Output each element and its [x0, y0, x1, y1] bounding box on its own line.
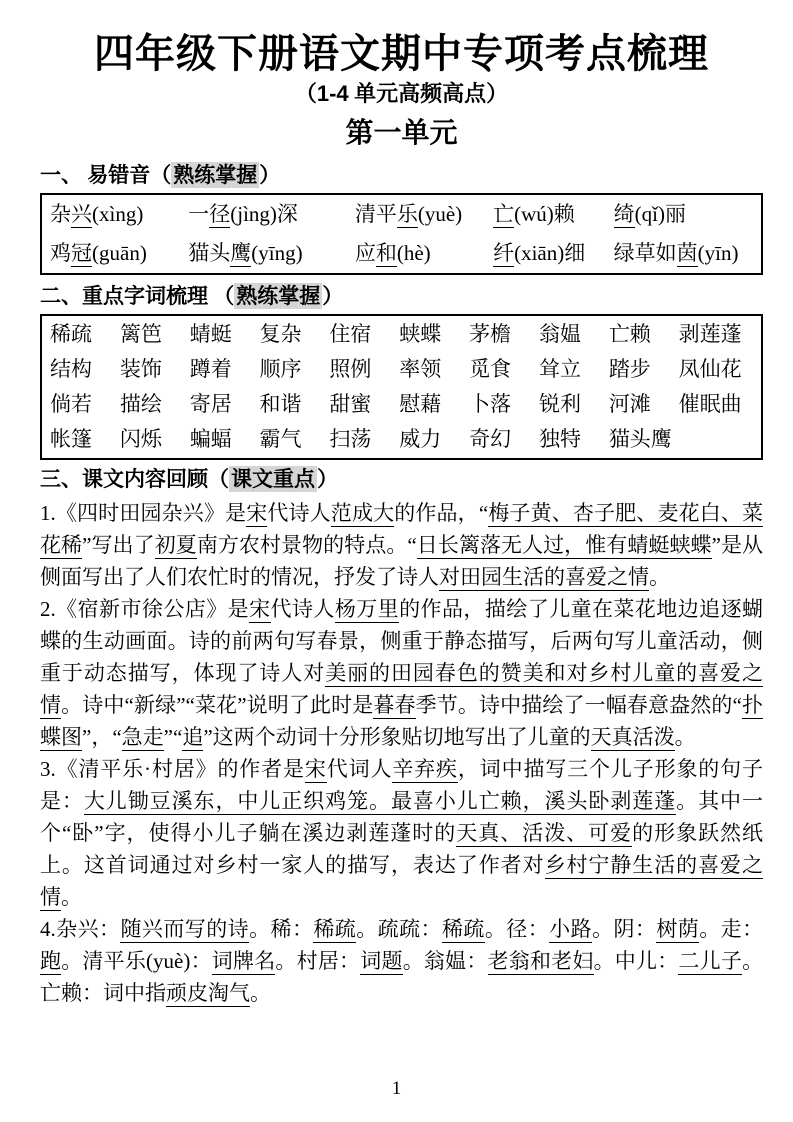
text-segment: 天真、活泼、可爱 [456, 821, 633, 846]
text-segment: 。走： [699, 917, 764, 942]
text-segment: (yīn) [697, 241, 739, 266]
text-segment: 代诗人 [270, 597, 335, 622]
word-cell: 翁媪 [538, 322, 581, 347]
text-segment: 。阴： [592, 917, 657, 942]
text-segment: 和 [375, 241, 397, 266]
text-segment: 单元高频高点） [348, 81, 509, 106]
text-segment: ） [322, 284, 344, 309]
text-segment: 宋 [246, 501, 268, 526]
text-segment: 4.杂兴： [40, 917, 121, 942]
text-segment: 。村居： [275, 949, 361, 974]
text-segment: ”写出了 [82, 533, 155, 558]
text-segment: 稀疏 [313, 917, 357, 942]
pinyin-word-cell [493, 234, 614, 273]
text-segment: 。稀： [249, 917, 314, 942]
text-segment: 。诗中“新绿”“菜花”说明了此时是 [61, 693, 374, 718]
word-cell: 蹲着 [189, 357, 232, 382]
word-cell: 率领 [399, 357, 442, 382]
text-segment: ”是从侧面写出了人们农忙时的情况，抒发了诗人 [40, 533, 764, 590]
text-segment: (qǐ)丽 [634, 202, 686, 227]
text-segment: 范成大 [330, 501, 395, 526]
text-segment: 对田园生活的喜爱之情 [439, 565, 649, 590]
review-paragraph-3 [40, 753, 763, 913]
word-cell: 独特 [538, 427, 581, 452]
text-segment: 。亡赖：词中指 [40, 949, 764, 1006]
text-segment: 跑 [40, 949, 62, 974]
word-cell: 稀疏 [50, 322, 92, 347]
text-segment: 清平 [354, 202, 397, 227]
text-segment: 。其中一个“卧”字，使得小儿子躺在溪边剥莲蓬时的 [40, 789, 763, 846]
text-segment: (hè) [396, 241, 431, 266]
text-segment: ） [317, 467, 338, 492]
text-segment: 宋 [304, 757, 327, 782]
text-segment: (xiān)细 [514, 241, 586, 266]
error-sounds-table [40, 193, 763, 275]
text-segment: 二、重点字词梳理 （ [40, 284, 235, 309]
word-cell: 扫荡 [329, 427, 372, 452]
text-segment: 的作品，描绘了儿童在菜花地边追逐蝴蝶的生动画面。诗的前两句写春景，侧重于静态描写，后两句写儿童活动，侧重于动态描写，体现了诗人对 [40, 597, 764, 686]
text-segment: 二儿子 [678, 949, 743, 974]
text-segment: 。 [61, 885, 82, 910]
pinyin-word-cell [614, 195, 759, 234]
text-segment: 乡村宁静生活的喜爱之情 [40, 853, 763, 910]
text-segment: 鹰 [230, 241, 252, 266]
text-segment: 。 [649, 565, 670, 590]
text-segment: 代诗人 [267, 501, 331, 526]
word-cell: 描绘 [119, 392, 162, 417]
word-cell [679, 422, 759, 457]
text-segment: (wú)赖 [514, 202, 575, 227]
text-segment: 老翁和老妇 [487, 949, 594, 974]
word-cell: 剥莲蓬 [678, 322, 742, 347]
text-segment: (jìng)深 [230, 202, 298, 227]
text-segment: 顽皮淘气 [166, 981, 250, 1006]
word-cell: 奇幻 [469, 427, 512, 452]
section-heading-text-review [40, 464, 763, 494]
text-segment: 词题 [360, 949, 403, 974]
key-words-table [40, 314, 763, 460]
text-segment: 的形象跃然纸上。这首词通过对乡村一家人的描写，表达了作者对 [40, 821, 764, 878]
text-segment: 暮春 [373, 693, 416, 718]
word-cell: 住宿 [329, 322, 372, 347]
text-segment: 三、课文内容回顾（ [40, 467, 229, 492]
word-cell: 闪烁 [119, 427, 162, 452]
text-segment: 代词人 [326, 757, 393, 782]
text-segment: ，词中描写三个儿子形象的句子是： [40, 757, 764, 814]
text-segment: ”这两个动词十分形象贴切地写出了儿童的 [203, 725, 591, 750]
text-segment: 乐 [396, 202, 418, 227]
word-cell: 蝙蝠 [189, 427, 232, 452]
text-segment: 1.《四时田园杂兴》是 [40, 501, 247, 526]
text-segment: 。清平乐(yuè)： [61, 949, 212, 974]
word-cell: 亡赖 [608, 322, 651, 347]
word-cell: 慰藉 [399, 392, 442, 417]
text-segment: 纤 [493, 241, 515, 266]
text-segment: (guān) [92, 241, 147, 266]
pinyin-word-cell [355, 234, 493, 273]
pinyin-word-cell [188, 195, 355, 234]
word-cell: 威力 [399, 427, 442, 452]
text-segment: 一、 易错音（ [40, 163, 172, 188]
text-segment: 兴 [71, 202, 92, 227]
pinyin-word-cell [614, 234, 759, 273]
review-paragraph-4 [40, 913, 763, 1009]
word-cell: 霸气 [259, 427, 302, 452]
text-segment: 杨万里 [334, 597, 400, 622]
text-segment: 应 [354, 241, 376, 266]
word-cell: 河滩 [608, 392, 651, 417]
word-cell: 照例 [329, 357, 372, 382]
unit-heading: 第一单元 [345, 117, 458, 149]
text-segment: 2.《宿新市徐公店》是 [40, 597, 250, 622]
text-segment: 一 [188, 202, 210, 227]
text-segment: 小路 [549, 917, 593, 942]
pinyin-word-cell [493, 195, 614, 234]
text-segment: 随兴而写的诗 [120, 917, 250, 942]
text-segment: 鸡 [50, 241, 71, 266]
word-cell: 结构 [50, 357, 92, 382]
text-segment: 初夏 [154, 533, 197, 558]
review-paragraph-2 [40, 593, 763, 753]
word-cell: 篱笆 [119, 322, 162, 347]
text-segment: 的作品，“ [394, 501, 489, 526]
word-cell: 觅食 [469, 357, 512, 382]
document-subtitle [40, 80, 763, 109]
pinyin-word-cell [50, 195, 188, 234]
word-cell: 卜落 [469, 392, 512, 417]
text-segment: 径 [209, 202, 231, 227]
text-segment: 3.《清平乐·村居》的作者是 [40, 757, 305, 782]
word-cell: 帐篷 [50, 427, 92, 452]
text-segment: （ [294, 81, 317, 106]
text-segment: 亡 [493, 202, 515, 227]
word-cell: 踏步 [608, 357, 651, 382]
word-cell: 蛱蝶 [399, 322, 442, 347]
text-segment: 课文重点 [231, 467, 315, 492]
text-segment: 树荫 [656, 917, 700, 942]
text-segment: 。中儿： [593, 949, 679, 974]
document-title: 四年级下册语文期中专项考点梳理 [94, 31, 709, 76]
text-segment: 绿草如 [613, 241, 677, 266]
word-cell: 和谐 [259, 392, 302, 417]
text-segment: 。疏疏： [356, 917, 442, 942]
text-segment: 杂 [50, 202, 71, 227]
text-segment: 稀疏 [441, 917, 485, 942]
text-segment: ”“ [163, 725, 183, 750]
text-segment: 绮 [613, 202, 635, 227]
word-cell: 锐利 [538, 392, 581, 417]
text-segment: 熟练掌握 [236, 284, 321, 309]
text-segment: 1-4 [316, 81, 349, 106]
page-number: 1 [391, 1078, 402, 1099]
text-segment: 大儿锄豆溪东，中儿正织鸡笼。最喜小儿亡赖，溪头卧剥莲蓬 [83, 789, 677, 814]
text-segment: 猫头 [188, 241, 231, 266]
word-cell: 装饰 [119, 357, 162, 382]
word-cell: 蜻蜓 [189, 322, 232, 347]
text-segment: 宋 [249, 597, 271, 622]
text-segment: 美丽的田园春色的赞美和对乡村儿童的喜爱之情 [40, 661, 763, 718]
word-cell: 寄居 [189, 392, 232, 417]
pinyin-word-cell [50, 234, 188, 273]
text-segment: 扑蝶图 [40, 693, 763, 750]
text-segment: 季节。诗中描绘了一幅春意盎然的“ [415, 693, 742, 718]
text-segment: 。翁媪： [402, 949, 488, 974]
text-segment: 词牌名 [211, 949, 276, 974]
pinyin-word-cell [355, 195, 493, 234]
text-segment: 冠 [71, 241, 92, 266]
text-segment: (yuè) [417, 202, 463, 227]
word-cell: 倘若 [50, 392, 92, 417]
word-cell: 凤仙花 [678, 357, 742, 382]
word-cell: 催眠曲 [678, 392, 742, 417]
word-cell: 顺序 [259, 357, 302, 382]
pinyin-word-cell [188, 234, 355, 273]
word-cell: 猫头鹰 [608, 427, 672, 452]
word-cell: 耸立 [538, 357, 581, 382]
text-segment: 梅子黄、杏子肥、麦花白、菜花稀 [40, 501, 764, 558]
text-segment: 天真活泼 [590, 725, 675, 750]
text-segment: 。径： [484, 917, 550, 942]
text-segment: 熟练掌握 [173, 163, 258, 188]
text-segment: ”，“ [82, 725, 122, 750]
text-segment: 追 [182, 725, 204, 750]
text-segment: 辛弃疾 [392, 757, 458, 782]
text-segment: (yīng) [251, 241, 303, 266]
text-segment: (xìng) [92, 202, 144, 227]
word-cell: 复杂 [259, 322, 302, 347]
text-segment: ） [259, 163, 281, 188]
section-heading-key-words [40, 281, 763, 311]
text-segment: 南方农村景物的特点。“ [196, 533, 417, 558]
word-cell: 甜蜜 [329, 392, 372, 417]
text-segment: 。 [674, 725, 696, 750]
review-paragraph-1 [40, 497, 763, 593]
text-segment: 急走 [121, 725, 164, 750]
text-segment: 。 [250, 981, 271, 1006]
word-cell: 茅檐 [469, 322, 512, 347]
text-segment: 日长篱落无人过，惟有蜻蜓蛱蝶 [416, 533, 712, 558]
section-heading-error-sounds [40, 160, 763, 190]
text-segment: 茵 [676, 241, 698, 266]
